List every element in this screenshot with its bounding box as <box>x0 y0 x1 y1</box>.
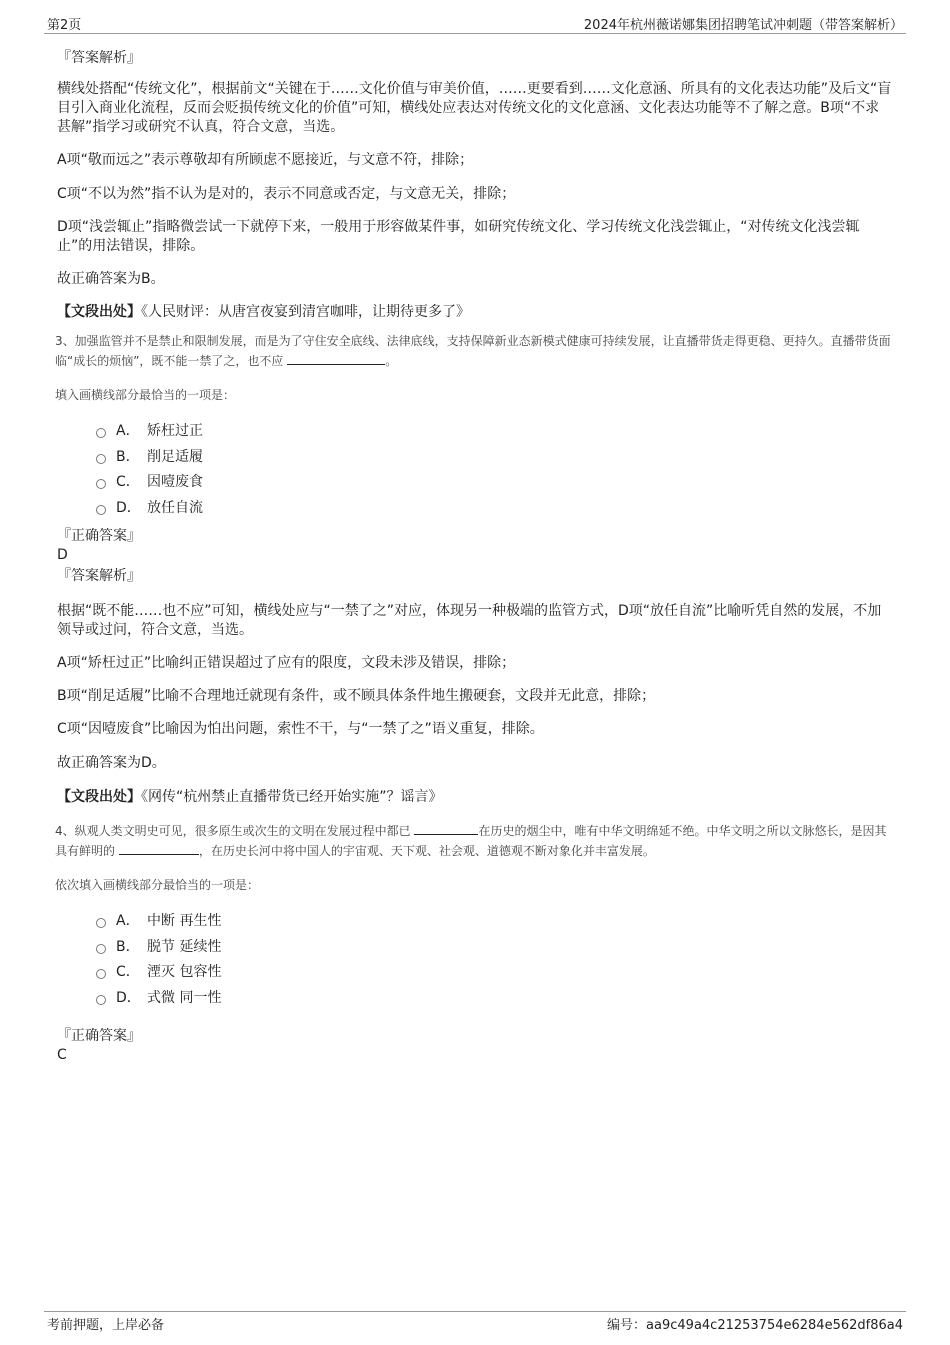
source-citation <box>57 303 893 322</box>
analysis-conclusion: 故正确答案为B。 <box>57 271 165 287</box>
radio-icon[interactable] <box>96 918 106 928</box>
question-text-end: ，在历史长河中将中国人的宇宙观、天下观、社会观、道德观不断对象化并丰富发展。 <box>198 844 655 858</box>
question-stem <box>55 821 895 861</box>
analysis-option-a: A项“矫枉过正”比喻纠正错误超过了应有的限度，文段未涉及错误，排除； <box>57 655 516 671</box>
option-text: 削足适履 <box>147 449 203 465</box>
option-text: 脱节 延续性 <box>147 939 222 955</box>
option-letter: D． <box>116 990 141 1006</box>
option-d[interactable] <box>96 988 221 1008</box>
document-title: 2024年杭州薇诺娜集团招聘笔试冲刺题（带答案解析） <box>583 18 903 33</box>
source-title: 《人民财评：从唐宫夜宴到清宫咖啡，让期待更多了》 <box>141 304 470 320</box>
option-letter: B． <box>116 449 140 465</box>
answer-value: C <box>57 1047 67 1063</box>
option-letter: A． <box>116 423 140 439</box>
option-text: 放任自流 <box>147 500 203 516</box>
question-text: 4、纵观人类文明史可见，很多原生或次生的文明在发展过程中都已 <box>55 824 411 838</box>
option-c[interactable] <box>96 962 221 982</box>
option-letter: C． <box>116 964 140 980</box>
footer-divider <box>44 1311 906 1312</box>
radio-icon[interactable] <box>96 428 106 438</box>
option-d[interactable] <box>96 498 203 518</box>
option-letter: D． <box>116 500 141 516</box>
page-number: 第2页 <box>47 18 82 33</box>
question-instruction: 依次填入画横线部分最恰当的一项是： <box>55 878 260 892</box>
analysis-option-d: D项“浅尝辄止”指略微尝试一下就停下来，一般用于形容做某件事，如研究传统文化、学习传统文化浅尝辄止，“对传统文化浅尝辄止”的用法错误，排除。 <box>57 219 860 254</box>
option-letter: A． <box>116 913 140 929</box>
analysis-option-c: C项“不以为然”指不认为是对的，表示不同意或否定，与文意无关，排除； <box>57 186 516 202</box>
option-b[interactable] <box>96 937 221 957</box>
source-label: 【文段出处】 <box>57 304 141 320</box>
analysis-option-a: A项“敬而远之”表示尊敬却有所顾虑不愿接近，与文意不符，排除； <box>57 152 474 168</box>
header-divider <box>44 33 906 34</box>
document-code: 编号：aa9c49a4c21253754e6284e562df86a4 <box>607 1318 903 1333</box>
option-text: 式微 同一性 <box>147 990 222 1006</box>
option-letter: B． <box>116 939 140 955</box>
radio-icon[interactable] <box>96 944 106 954</box>
footer-slogan: 考前押题，上岸必备 <box>47 1318 165 1333</box>
analysis-conclusion: 故正确答案为D。 <box>57 755 166 771</box>
option-b[interactable] <box>96 447 203 467</box>
blank-line <box>414 821 478 835</box>
radio-icon[interactable] <box>96 454 106 464</box>
option-letter: C． <box>116 474 140 490</box>
source-label: 【文段出处】 <box>57 789 141 805</box>
question-text-end: 。 <box>385 354 398 368</box>
source-citation <box>57 788 893 807</box>
option-a[interactable] <box>96 911 221 931</box>
radio-icon[interactable] <box>96 995 106 1005</box>
radio-icon[interactable] <box>96 479 106 489</box>
source-title: 《网传“杭州禁止直播带货已经开始实施”？谣言》 <box>141 789 443 805</box>
answer-heading: 『正确答案』 <box>57 528 141 544</box>
question-text: 3、加强监管并不是禁止和限制发展，而是为了守住安全底线、法律底线，支持保障新业态新模式健康可持续发展，让直播带货走得更稳、更持久。直播带货面临“成长的烦恼”，既不能一禁了之，也不应 <box>55 334 891 368</box>
option-text: 湮灭 包容性 <box>147 964 222 980</box>
answer-value: D <box>57 547 68 563</box>
question-instruction: 填入画横线部分最恰当的一项是： <box>55 388 236 402</box>
analysis-heading: 『答案解析』 <box>57 50 141 66</box>
blank-line <box>287 351 385 365</box>
question-text-middle: 在历史的烟尘中，唯有中华文明绵延不绝。中华文明之所以文脉悠长，是因其具有鲜明的 <box>55 824 887 858</box>
option-text: 因噎废食 <box>147 474 203 490</box>
blank-line <box>119 841 199 855</box>
analysis-text: 横线处搭配“传统文化”，根据前文“关键在于……文化价值与审美价值，……更要看到……文化意涵、所具有的文化表达功能”及后文“盲目引入商业化流程，反而会贬损传统文化的价值”可知，横线处应表达对传统文化的文化意涵、文化表达功能等不了解之意。B项“不求甚解”指学习或研究不认真，符合文意，当选。 <box>57 81 892 135</box>
analysis-heading: 『答案解析』 <box>57 568 141 584</box>
radio-icon[interactable] <box>96 505 106 515</box>
option-text: 中断 再生性 <box>147 913 222 929</box>
option-text: 矫枉过正 <box>147 423 203 439</box>
analysis-option-b: B项“削足适履”比喻不合理地迁就现有条件，或不顾具体条件地生搬硬套，文段并无此意，排除； <box>57 688 656 704</box>
analysis-text: 根据“既不能……也不应”可知，横线处应与“一禁了之”对应，体现另一种极端的监管方式，D项“放任自流”比喻听凭自然的发展，不加领导或过问，符合文意，当选。 <box>57 603 882 638</box>
option-a[interactable] <box>96 421 203 441</box>
radio-icon[interactable] <box>96 969 106 979</box>
option-c[interactable] <box>96 472 203 492</box>
analysis-option-c: C项“因噎废食”比喻因为怕出问题，索性不干，与“一禁了之”语义重复，排除。 <box>57 721 544 737</box>
answer-heading: 『正确答案』 <box>57 1028 141 1044</box>
question-stem <box>55 331 895 371</box>
